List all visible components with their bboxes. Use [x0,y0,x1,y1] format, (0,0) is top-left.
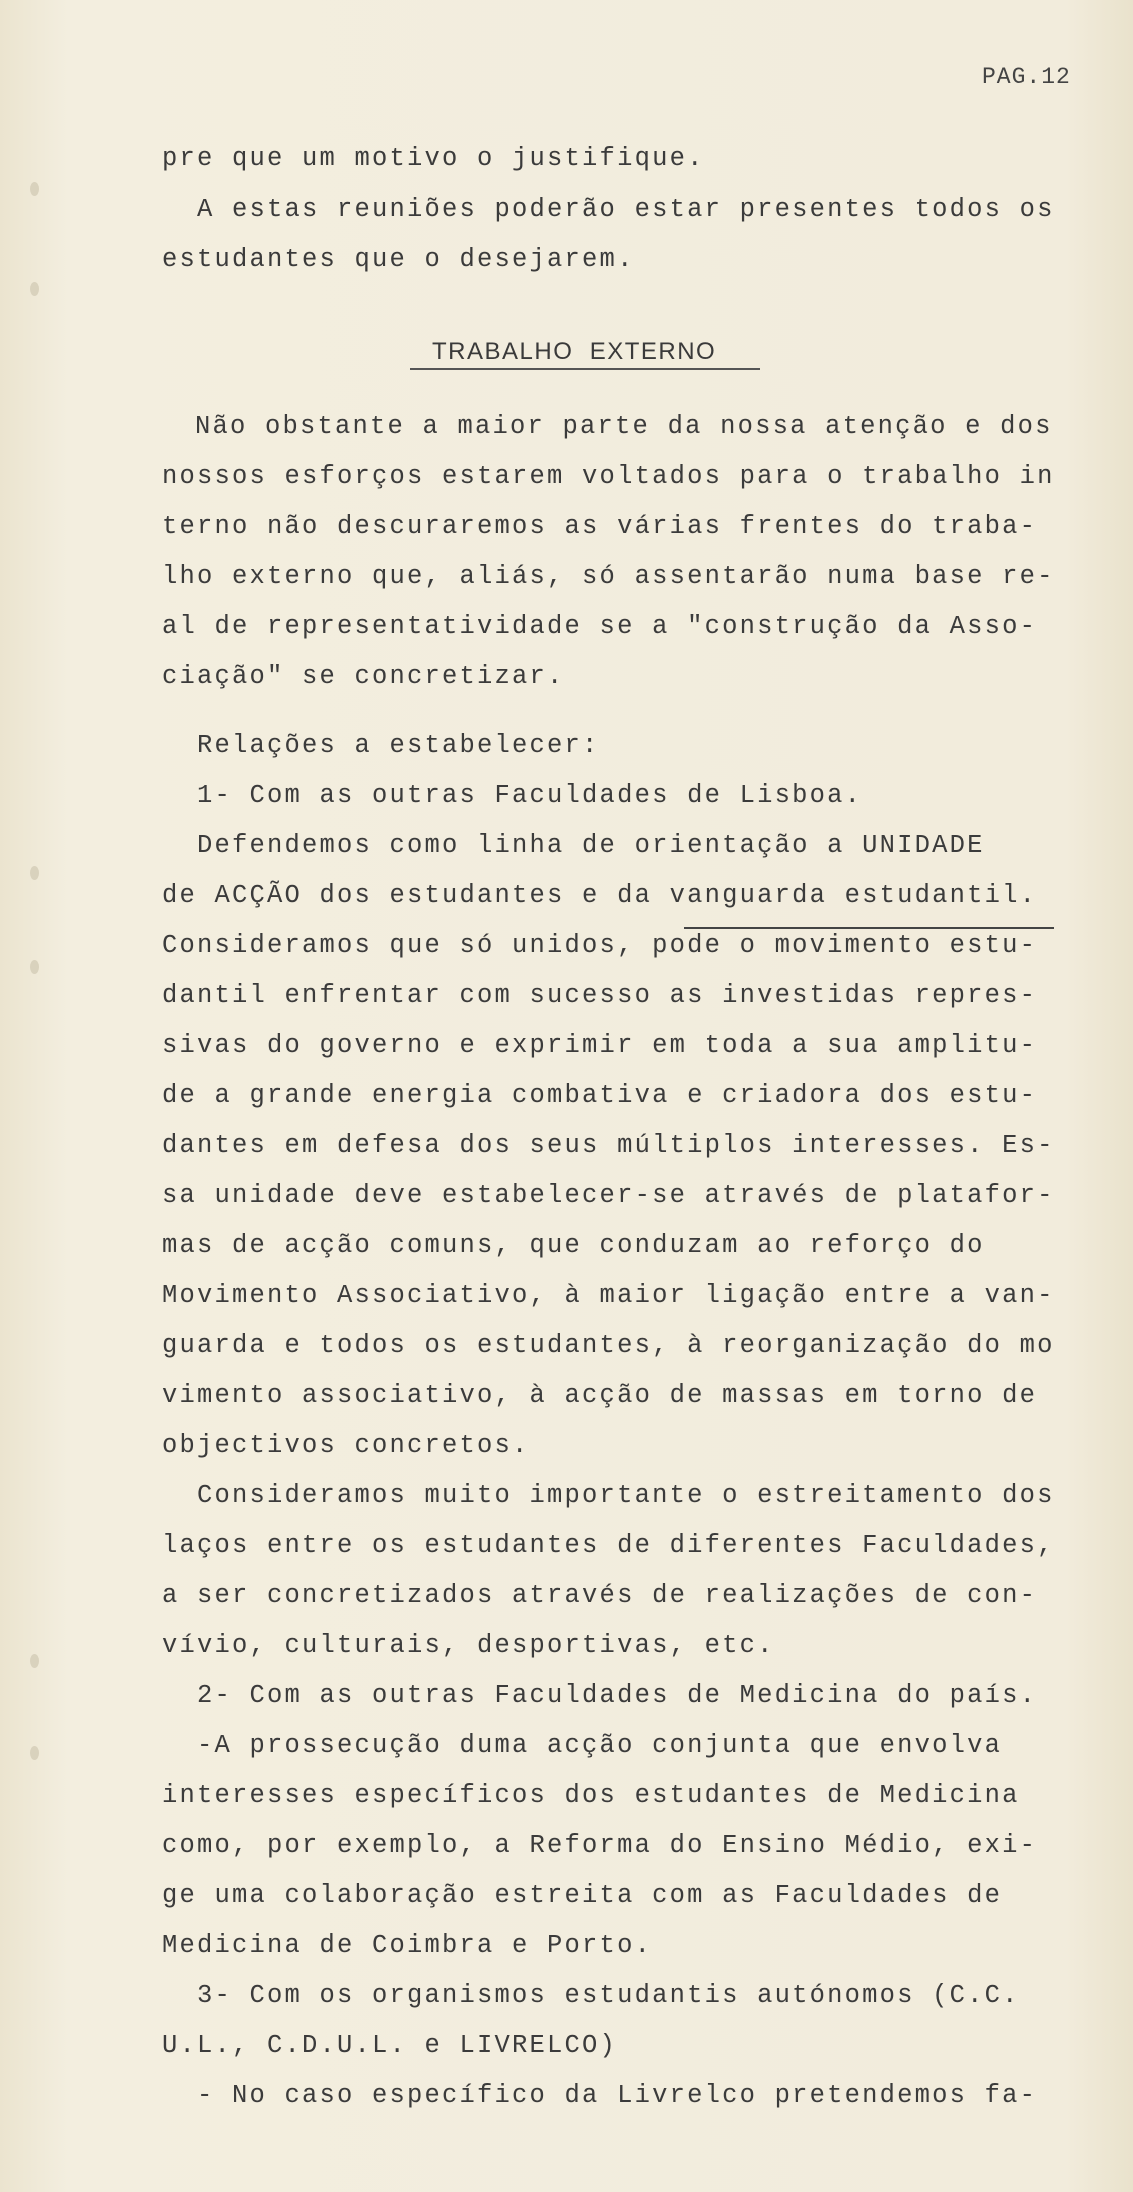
text-line: dantes em defesa dos seus múltiplos interesses. Es- [162,1131,1055,1160]
text-line: objectivos concretos. [162,1431,530,1460]
text-line: interesses específicos dos estudantes de Medicina [162,1781,1020,1810]
text-line: nossos esforços estarem voltados para o trabalho in [162,462,1055,491]
text-line: terno não descuraremos as várias frentes do traba- [162,512,1038,541]
text-line: A estas reuniões poderão estar presentes todos os [162,195,1055,224]
text-line: 3- Com os organismos estudantis autónomos (C.C. [162,1981,1020,2010]
text-line: Movimento Associativo, à maior ligação entre a van- [162,1281,1055,1310]
text-line: ciação" se concretizar. [162,662,565,691]
text-line: al de representatividade se a "construção da Asso- [162,612,1038,641]
text-line: Não obstante a maior parte da nossa atenção e dos [195,412,1053,441]
text-line: vimento associativo, à acção de massas em torno de [162,1381,1038,1410]
text-line: como, por exemplo, a Reforma do Ensino Médio, exi- [162,1831,1038,1860]
title-underline [410,368,760,370]
text-line: 2- Com as outras Faculdades de Medicina do país. [162,1681,1038,1710]
text-line: U.L., C.D.U.L. e LIVRELCO) [162,2031,618,2060]
text-line: sivas do governo e exprimir em toda a sua amplitu- [162,1031,1038,1060]
text-line: Medicina de Coimbra e Porto. [162,1931,653,1960]
punch-hole [30,282,39,296]
text-line: - No caso específico da Livrelco pretendemos fa- [162,2081,1038,2110]
section-title: TRABALHO EXTERNO [432,338,717,365]
page-number: PAG.12 [982,64,1071,90]
text-line: 1- Com as outras Faculdades de Lisboa. [162,781,863,810]
text-line: sa unidade deve estabelecer-se através de platafor- [162,1181,1055,1210]
text-line: guarda e todos os estudantes, à reorganização do mo [162,1331,1055,1360]
text-line: a ser concretizados através de realizações de con- [162,1581,1038,1610]
punch-hole [30,1654,39,1668]
text-line: -A prossecução duma acção conjunta que envolva [162,1731,1003,1760]
text-line: lho externo que, aliás, só assentarão numa base re- [162,562,1055,591]
vanguarda-underline [684,927,1054,929]
text-line: de a grande energia combativa e criadora dos estu- [162,1081,1038,1110]
text-line: Defendemos como linha de orientação a UNIDADE [162,831,985,860]
text-line: pre que um motivo o justifique. [162,144,705,173]
punch-hole [30,866,39,880]
text-line: mas de acção comuns, que conduzam ao reforço do [162,1231,985,1260]
text-line: Consideramos muito importante o estreitamento dos [162,1481,1055,1510]
text-line: Relações a estabelecer: [162,731,600,760]
text-line: vívio, culturais, desportivas, etc. [162,1631,775,1660]
text-line: laços entre os estudantes de diferentes Faculdades, [162,1531,1055,1560]
text-line: estudantes que o desejarem. [162,245,635,274]
text-line: ge uma colaboração estreita com as Faculdades de [162,1881,1003,1910]
text-line: Consideramos que só unidos, pode o movimento estu- [162,931,1038,960]
punch-hole [30,960,39,974]
punch-hole [30,1746,39,1760]
punch-hole [30,182,39,196]
text-line: dantil enfrentar com sucesso as investidas repres- [162,981,1038,1010]
text-line: de ACÇÃO dos estudantes e da vanguarda estudantil. [162,881,1038,910]
